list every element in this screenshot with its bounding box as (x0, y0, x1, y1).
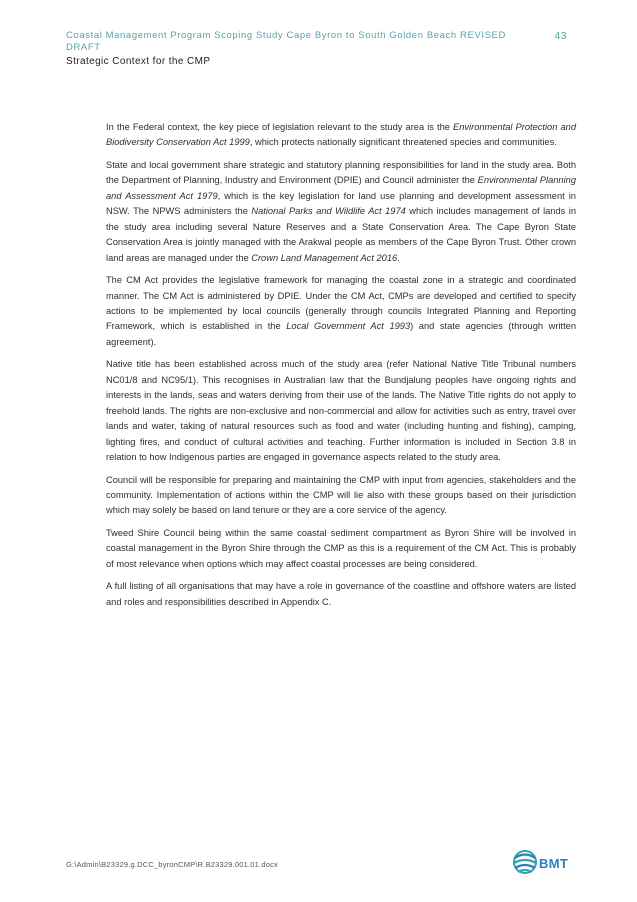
paragraph-text: . (397, 252, 400, 263)
body-paragraph (106, 526, 576, 572)
paragraph-text: ) and state agencies (through written agreement). (106, 321, 577, 347)
paragraph-text: The CM Act provides the legislative framework for managing the coastal zone in a strategic and coordinated manner. The CM Act is administered by DPIE. Under the CM Act, CMPs are developed and certified to specify actions to be implemented by local councils (generally through councils Integrated Planning and Reporting Framework, which is established in the (106, 275, 576, 332)
body-paragraph (106, 273, 576, 350)
body-text (106, 120, 576, 617)
paragraph-text: A full listing of all organisations that may have a role in governance of the coastline and offshore waters are listed and roles and responsibilities described in Appendix C. (106, 581, 576, 607)
paragraph-text: , which protects nationally significant threatened species and communities. (249, 137, 557, 148)
body-paragraph (106, 357, 576, 465)
paragraph-text: In the Federal context, the key piece of legislation relevant to the study area is the (106, 122, 454, 132)
logo-text: BMT (539, 856, 569, 871)
section-title: Strategic Context for the CMP (66, 56, 211, 67)
bmt-globe-icon (511, 842, 541, 882)
body-paragraph (106, 120, 576, 151)
bmt-logo (511, 842, 567, 882)
paragraph-text: which includes management of lands in the study area including several Nature Reserves and a State Conservation Area. The Cape Byron State Conservation Area is jointly managed with the Arakwal people as members of the Cape Byron Trust. Other crown land areas are managed under the (106, 206, 577, 263)
footer-file-path: G:\Admin\B23329.g.DCC_byronCMP\R.B23329.001.01.docx (66, 860, 278, 869)
legislation-title: Local Government Act 1993 (286, 321, 411, 332)
legislation-title: Environmental Planning and Assessment Act 1979 (106, 175, 576, 201)
report-title: Coastal Management Program Scoping Study Cape Byron to South Golden Beach REVISED DRAFT (66, 30, 506, 53)
legislation-title: National Parks and Wildlife Act 1974 (251, 206, 406, 217)
legislation-title: Crown Land Management Act 2016 (251, 252, 398, 263)
body-paragraph (106, 158, 576, 266)
paragraph-text: Native title has been established across much of the study area (refer National Native Title Tribunal numbers NC01/8 and NC95/1). This recognises in Australian law that the Bundjalung peoples have ongoing rights and interests in the lands, seas and waters deriving from their use of the lands. The Native Title rights do not apply to freehold lands. The rights are non-exclusive and non-commercial and allow for activities such as entry, travel over lands and water, taking of natural resources such as food and water (including hunting and fishing), camping, lighting fires, and conduct of cultural activities and teaching. Further information is included in Section 3.8 in relation to how Indigenous parties are engaged in governance aspects related to the study area. (106, 359, 576, 463)
page-header (66, 30, 566, 67)
page-number: 43 (554, 30, 567, 42)
legislation-title: Environmental Protection and Biodiversity Conservation Act 1999 (106, 122, 576, 148)
paragraph-text: , which is the key legislation for land use planning and development assessment in NSW. The NPWS administers the (106, 190, 576, 217)
body-paragraph (106, 579, 576, 610)
paragraph-text: State and local government share strategic and statutory planning responsibilities for land in the study area. Both the Department of Planning, Industry and Environment (DPIE) and Council administer the (106, 159, 576, 186)
paragraph-text: Council will be responsible for preparing and maintaining the CMP with input from agencies, stakeholders and the community. Implementation of actions within the CMP will lie also with these groups based on their jurisdiction which may solely be based on land tenure or they are a core service of the agency. (106, 474, 576, 516)
body-paragraph (106, 473, 576, 519)
paragraph-text: Tweed Shire Council being within the same coastal sediment compartment as Byron Shire will be involved in coastal management in the Byron Shire through the CMP as this is a requirement of the CM Act. This is probably of most relevance when options which may affect coastal processes are being considered. (106, 527, 576, 569)
